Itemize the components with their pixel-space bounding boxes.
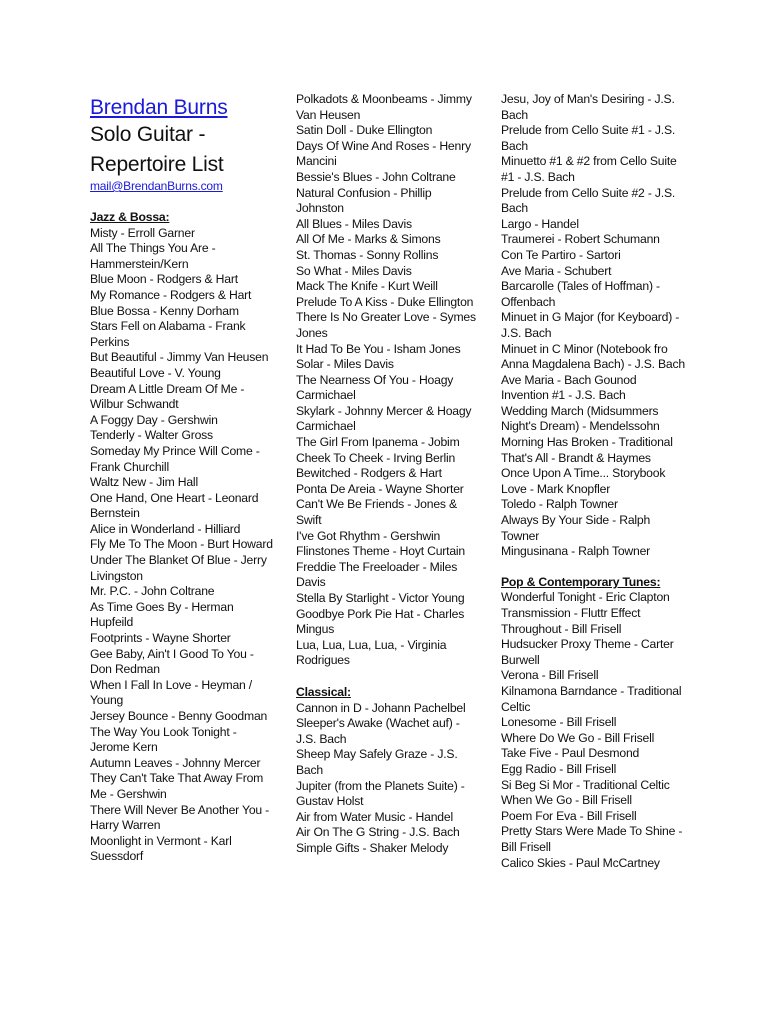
list-item: There Will Never Be Another You - Harry Warren xyxy=(90,802,270,833)
list-item: Blue Bossa - Kenny Dorham xyxy=(90,303,239,318)
list-item: That's All - Brandt & Haymes xyxy=(501,450,651,465)
list-item: Natural Confusion - Phillip Johnston xyxy=(296,185,432,216)
list-item: Throughout - Bill Frisell xyxy=(501,621,622,636)
list-item: Misty - Erroll Garner xyxy=(90,225,195,240)
list-item: Someday My Prince Will Come - Frank Churchill xyxy=(90,443,260,474)
list-item: Waltz New - Jim Hall xyxy=(90,475,198,490)
classical-list-continued xyxy=(501,92,686,560)
column-2 xyxy=(296,92,481,857)
list-item: Take Five - Paul Desmond xyxy=(501,746,640,761)
list-item: Can't We Be Friends - Jones & Swift xyxy=(296,497,457,528)
jazz-list-continued xyxy=(296,92,481,669)
list-item: Si Beg Si Mor - Traditional Celtic xyxy=(501,777,670,792)
list-item: Con Te Partiro - Sartori xyxy=(501,247,621,262)
list-item: The Way You Look Tonight - Jerome Kern xyxy=(90,724,237,755)
list-item: Ave Maria - Schubert xyxy=(501,263,612,278)
title-line-1: Solo Guitar - xyxy=(90,123,206,146)
list-item: Minuet in G Major (for Keyboard) - J.S. Bach xyxy=(501,310,680,340)
list-item: Poem For Eva - Bill Frisell xyxy=(501,808,637,823)
list-item: Wedding March (Midsummers Night's Dream) - Mendelssohn xyxy=(501,403,660,434)
section-heading-jazz: Jazz & Bossa: xyxy=(90,210,170,224)
list-item: Minuetto #1 & #2 from Cello Suite #1 - J.S. Bach xyxy=(501,154,677,184)
list-item: Polkadots & Moonbeams - Jimmy Van Heusen xyxy=(296,92,472,122)
list-item: Wonderful Tonight - Eric Clapton xyxy=(501,590,670,605)
list-item: Hudsucker Proxy Theme - Carter Burwell xyxy=(501,637,674,667)
list-item: Once Upon A Time... Storybook Love - Mark Knopfler xyxy=(501,466,666,496)
list-item: So What - Miles Davis xyxy=(296,263,412,278)
list-item: Autumn Leaves - Johnny Mercer xyxy=(90,755,261,770)
list-item: Bewitched - Rodgers & Hart xyxy=(296,466,442,481)
list-item: A Foggy Day - Gershwin xyxy=(90,412,218,427)
list-item: Kilnamona Barndance - Traditional Celtic xyxy=(501,683,682,714)
list-item: Blue Moon - Rodgers & Hart xyxy=(90,272,238,287)
list-item: The Nearness Of You - Hoagy Carmichael xyxy=(296,372,454,403)
list-item: There Is No Greater Love - Symes Jones xyxy=(296,310,476,340)
list-item: Jupiter (from the Planets Suite) - Gustav Holst xyxy=(296,778,465,809)
list-item: The Girl From Ipanema - Jobim xyxy=(296,435,460,450)
list-item: Calico Skies - Paul McCartney xyxy=(501,855,660,870)
list-item: Stars Fell on Alabama - Frank Perkins xyxy=(90,319,246,349)
pop-list xyxy=(501,590,686,871)
list-item: When I Fall In Love - Heyman / Young xyxy=(90,677,252,708)
list-item: I've Got Rhythm - Gershwin xyxy=(296,528,441,543)
list-item: Minuet in C Minor (Notebook fro Anna Magdalena Bach) - J.S. Bach xyxy=(501,341,685,372)
list-item: Jersey Bounce - Benny Goodman xyxy=(90,709,268,723)
list-item: Toledo - Ralph Towner xyxy=(501,497,618,512)
list-item: All The Things You Are - Hammerstein/Kern xyxy=(90,241,216,271)
email-link[interactable]: mail@BrendanBurns.com xyxy=(90,179,223,193)
list-item: Footprints - Wayne Shorter xyxy=(90,631,231,646)
list-item: But Beautiful - Jimmy Van Heusen xyxy=(90,350,269,365)
list-item: Tenderly - Walter Gross xyxy=(90,428,213,443)
column-3 xyxy=(501,92,686,871)
list-item: Mingusinana - Ralph Towner xyxy=(501,544,651,559)
list-item: Morning Has Broken - Traditional xyxy=(501,435,673,450)
list-item: Under The Blanket Of Blue - Jerry Livingston xyxy=(90,553,267,583)
list-item: As Time Goes By - Herman Hupfeild xyxy=(90,599,234,630)
list-item: When We Go - Bill Frisell xyxy=(501,793,632,808)
jazz-list xyxy=(90,226,275,865)
list-item: Fly Me To The Moon - Burt Howard xyxy=(90,537,273,552)
list-item: Where Do We Go - Bill Frisell xyxy=(501,730,655,745)
list-item: Invention #1 - J.S. Bach xyxy=(501,388,626,403)
section-heading-pop: Pop & Contemporary Tunes: xyxy=(501,574,661,589)
list-item: Sheep May Safely Graze - J.S. Bach xyxy=(296,747,458,777)
list-item: Ponta De Areia - Wayne Shorter xyxy=(296,481,464,496)
list-item: Egg Radio - Bill Frisell xyxy=(501,761,617,776)
list-item: Bessie's Blues - John Coltrane xyxy=(296,169,456,184)
list-item: All Of Me - Marks & Simons xyxy=(296,232,441,247)
list-item: Prelude To A Kiss - Duke Ellington xyxy=(296,294,474,309)
list-item: They Can't Take That Away From Me - Gershwin xyxy=(90,771,264,801)
list-item: Goodbye Pork Pie Hat - Charles Mingus xyxy=(296,606,465,637)
list-item: Sleeper's Awake (Wachet auf) - J.S. Bach xyxy=(296,716,460,746)
list-item: All Blues - Miles Davis xyxy=(296,216,412,231)
list-item: Mack The Knife - Kurt Weill xyxy=(296,279,438,294)
list-item: Dream A Little Dream Of Me - Wilbur Schwandt xyxy=(90,381,245,412)
list-item: Ave Maria - Bach Gounod xyxy=(501,372,637,387)
list-item: Lonesome - Bill Frisell xyxy=(501,715,617,730)
list-item: Freddie The Freeloader - Miles Davis xyxy=(296,559,458,590)
list-item: Pretty Stars Were Made To Shine - Bill Frisell xyxy=(501,824,683,854)
list-item: Prelude from Cello Suite #2 - J.S. Bach xyxy=(501,185,676,216)
list-item: St. Thomas - Sonny Rollins xyxy=(296,247,439,262)
list-item: Largo - Handel xyxy=(501,216,579,231)
list-item: Stella By Starlight - Victor Young xyxy=(296,591,465,605)
list-item: Jesu, Joy of Man's Desiring - J.S. Bach xyxy=(501,92,675,122)
list-item: Transmission - Fluttr Effect xyxy=(501,606,641,620)
list-item: Simple Gifts - Shaker Melody xyxy=(296,840,449,855)
list-item: My Romance - Rodgers & Hart xyxy=(90,287,252,302)
title-line-2: Repertoire List xyxy=(90,153,224,176)
list-item: Alice in Wonderland - Hilliard xyxy=(90,521,241,536)
list-item: Gee Baby, Ain't I Good To You - Don Redman xyxy=(90,646,254,677)
list-item: Air from Water Music - Handel xyxy=(296,809,453,824)
list-item: Air On The G String - J.S. Bach xyxy=(296,825,460,840)
list-item: Flinstones Theme - Hoyt Curtain xyxy=(296,544,466,559)
section-heading-classical: Classical: xyxy=(296,684,351,699)
list-item: Barcarolle (Tales of Hoffman) - Offenbach xyxy=(501,279,660,309)
list-item: Traumerei - Robert Schumann xyxy=(501,232,660,247)
list-item: Days Of Wine And Roses - Henry Mancini xyxy=(296,138,471,169)
list-item: It Had To Be You - Isham Jones xyxy=(296,341,461,356)
column-1 xyxy=(90,92,275,865)
classical-list xyxy=(296,701,481,857)
list-item: Verona - Bill Frisell xyxy=(501,668,599,683)
list-item: Always By Your Side - Ralph Towner xyxy=(501,513,651,543)
list-item: Beautiful Love - V. Young xyxy=(90,365,221,380)
list-item: Skylark - Johnny Mercer & Hoagy Carmichael xyxy=(296,403,472,434)
author-name-link[interactable]: Brendan Burns xyxy=(90,96,228,119)
list-item: Satin Doll - Duke Ellington xyxy=(296,123,433,138)
list-item: Solar - Miles Davis xyxy=(296,357,394,372)
list-item: One Hand, One Heart - Leonard Bernstein xyxy=(90,490,259,521)
list-item: Prelude from Cello Suite #1 - J.S. Bach xyxy=(501,123,676,153)
list-item: Cannon in D - Johann Pachelbel xyxy=(296,700,466,715)
list-item: Cheek To Cheek - Irving Berlin xyxy=(296,450,456,465)
list-item: Moonlight in Vermont - Karl Suessdorf xyxy=(90,833,232,864)
list-item: Mr. P.C. - John Coltrane xyxy=(90,584,215,599)
list-item: Lua, Lua, Lua, Lua, - Virginia Rodrigues xyxy=(296,637,447,668)
